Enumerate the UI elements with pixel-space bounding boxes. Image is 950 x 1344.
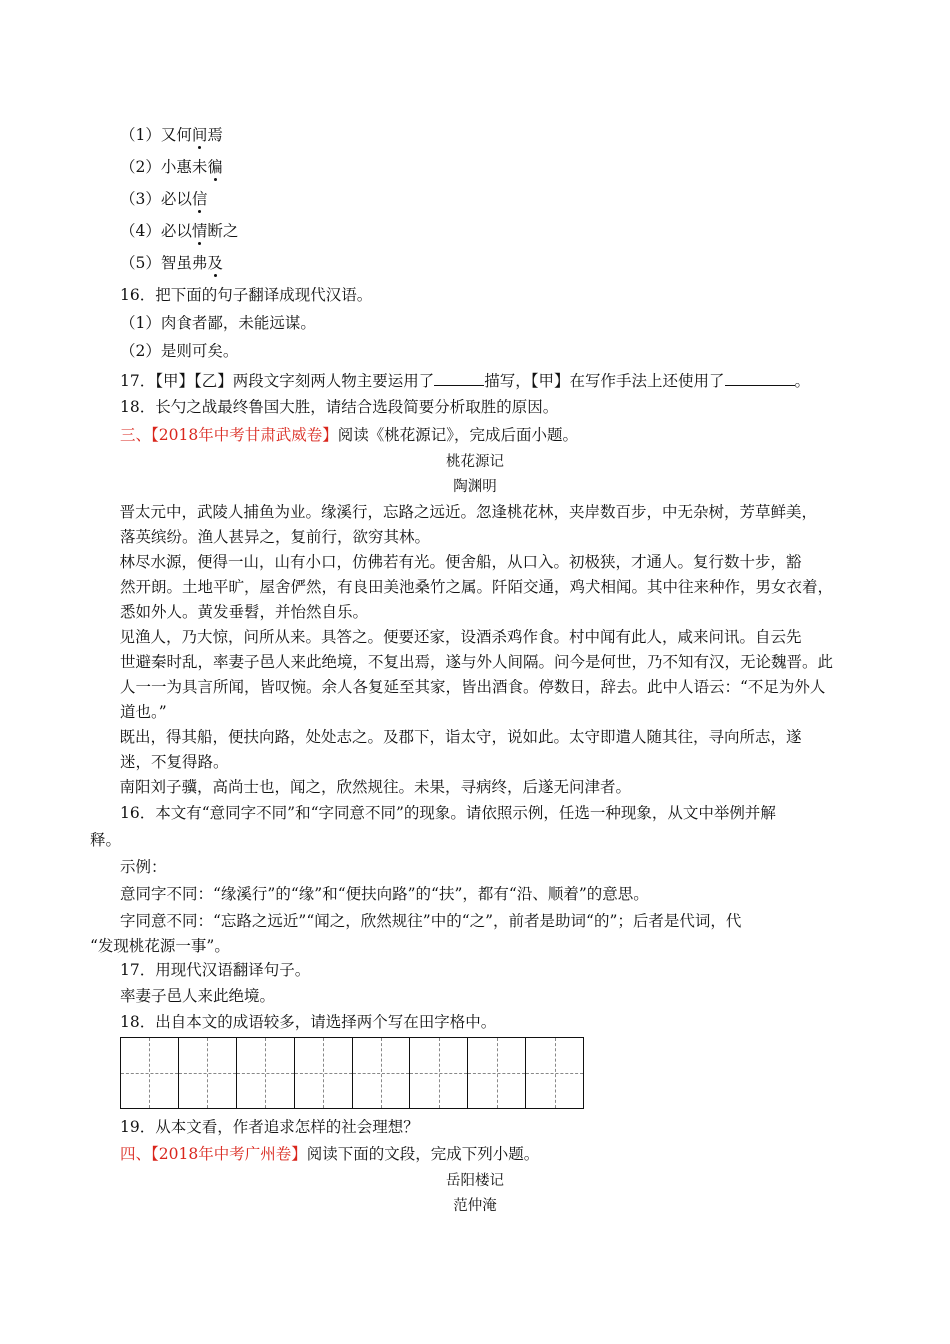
emphasis-dot-char: 间 — [191, 126, 208, 144]
tianzige-cell[interactable] — [353, 1038, 411, 1108]
q17-b-sentence: 率妻子邑人来此绝境。 — [120, 987, 276, 1005]
answer-blank[interactable] — [434, 369, 484, 386]
example-label: 示例： — [120, 858, 167, 876]
passage-3-line: 林尽水源，便得一山，山有小口，仿佛若有光。便舍船，从口入。初极狭，才通人。复行数十步，豁 — [104, 553, 802, 571]
q15-item-1: （1）又何间焉 — [120, 126, 223, 144]
q16-a-prompt: 16．把下面的句子翻译成现代汉语。 — [120, 286, 373, 304]
passage-3-line: 迷，不复得路。 — [120, 753, 229, 771]
passage-3-line: 道也。” — [120, 703, 167, 721]
section-4-heading: 四、【2018年中考广州卷】阅读下面的文段，完成下列小题。 — [120, 1145, 540, 1163]
passage-3-line: 见渔人，乃大惊，问所从来。具答之。便要还家，设酒杀鸡作食。村中闻有此人，咸来问讯。自云先 — [104, 628, 802, 646]
q17-a-prompt: 17．【甲】【乙】两段文字刻两人物主要运用了 描写，【甲】在写作手法上还使用了 。 — [120, 369, 810, 391]
tianzige-cell[interactable] — [179, 1038, 237, 1108]
example-2-cont: “发现桃花源一事”。 — [90, 937, 230, 955]
passage-3-line: 世避秦时乱，率妻子邑人来此绝境，不复出焉，遂与外人间隔。问今是何世，乃不知有汉，无论魏晋。此 — [120, 653, 834, 671]
exam-source-tag: 【2018年中考广州卷】 — [151, 1145, 307, 1163]
emphasis-dot-char: 及 — [207, 254, 223, 272]
q16-a-item-1: （1）肉食者鄙，未能远谋。 — [120, 314, 316, 332]
passage-3-title: 桃花源记 — [446, 454, 504, 470]
passage-3-line: 晋太元中，武陵人捕鱼为业。缘溪行，忘路之远近。忽逢桃花林，夹岸数百步，中无杂树，芳草鲜美， — [104, 503, 818, 521]
tianzige-cell[interactable] — [121, 1038, 179, 1108]
q16-a-item-2: （2）是则可矣。 — [120, 342, 239, 360]
q15-item-2: （2）小惠未徧 — [120, 158, 223, 176]
q16-b-prompt-cont: 释。 — [90, 831, 122, 849]
tianzige-cell[interactable] — [526, 1038, 583, 1108]
emphasis-dot-char: 信 — [191, 190, 208, 208]
tianzige-cell[interactable] — [468, 1038, 526, 1108]
tianzige-cell[interactable] — [410, 1038, 468, 1108]
tianzige-grid[interactable] — [120, 1037, 584, 1109]
passage-3-line: 然开朗。土地平旷，屋舍俨然，有良田美池桑竹之属。阡陌交通，鸡犬相闻。其中往来种作，男女衣着， — [120, 578, 834, 596]
passage-4-author: 范仲淹 — [453, 1198, 497, 1214]
passage-3-line: 落英缤纷。渔人甚异之，复前行，欲穷其林。 — [120, 528, 431, 546]
example-1: 意同字不同：“缘溪行”的“缘”和“便扶向路”的“扶”，都有“沿、顺着”的意思。 — [120, 885, 649, 903]
q17-b-prompt: 17．用现代汉语翻译句子。 — [120, 961, 311, 979]
emphasis-dot-char: 徧 — [207, 158, 223, 176]
passage-3-line: 悉如外人。黄发垂髫，并怡然自乐。 — [120, 603, 369, 621]
passage-3-line: 既出，得其船，便扶向路，处处志之。及郡下，诣太守，说如此。太守即遣人随其往，寻向所志，遂 — [104, 728, 802, 746]
passage-3-author: 陶渊明 — [453, 479, 497, 495]
exam-source-tag: 【2018年中考甘肃武威卷】 — [151, 426, 338, 444]
passage-3-line: 南阳刘子骥，高尚士也，闻之，欣然规往。未果，寻病终，后遂无问津者。 — [104, 778, 632, 796]
q15-item-3: （3）必以信 — [120, 190, 208, 208]
answer-blank[interactable] — [725, 369, 795, 386]
emphasis-dot-char: 情 — [191, 222, 208, 240]
tianzige-cell[interactable] — [237, 1038, 295, 1108]
section-3-heading: 三、【2018年中考甘肃武威卷】阅读《桃花源记》，完成后面小题。 — [120, 426, 578, 444]
passage-3-line: 人一一为具言所闻，皆叹惋。余人各复延至其家，皆出酒食。停数日，辞去。此中人语云：“不足为外人 — [120, 678, 826, 696]
q15-item-5: （5）智虽弗及 — [120, 254, 223, 272]
tianzige-cell[interactable] — [295, 1038, 353, 1108]
q18-a-prompt: 18．长勺之战最终鲁国大胜，请结合选段简要分析取胜的原因。 — [120, 398, 559, 416]
q18-b-prompt: 18．出自本文的成语较多，请选择两个写在田字格中。 — [120, 1013, 497, 1031]
q16-b-prompt: 16．本文有“意同字不同”和“字同意不同”的现象。请依照示例，任选一种现象，从文中举例并解 — [120, 804, 776, 822]
q19-b-prompt: 19．从本文看，作者追求怎样的社会理想？ — [120, 1118, 419, 1136]
q15-item-4: （4）必以情断之 — [120, 222, 239, 240]
passage-4-title: 岳阳楼记 — [446, 1173, 504, 1189]
example-2: 字同意不同：“忘路之远近”“闻之，欣然规往”中的“之”，前者是助词“的”；后者是代词，代 — [120, 912, 742, 930]
